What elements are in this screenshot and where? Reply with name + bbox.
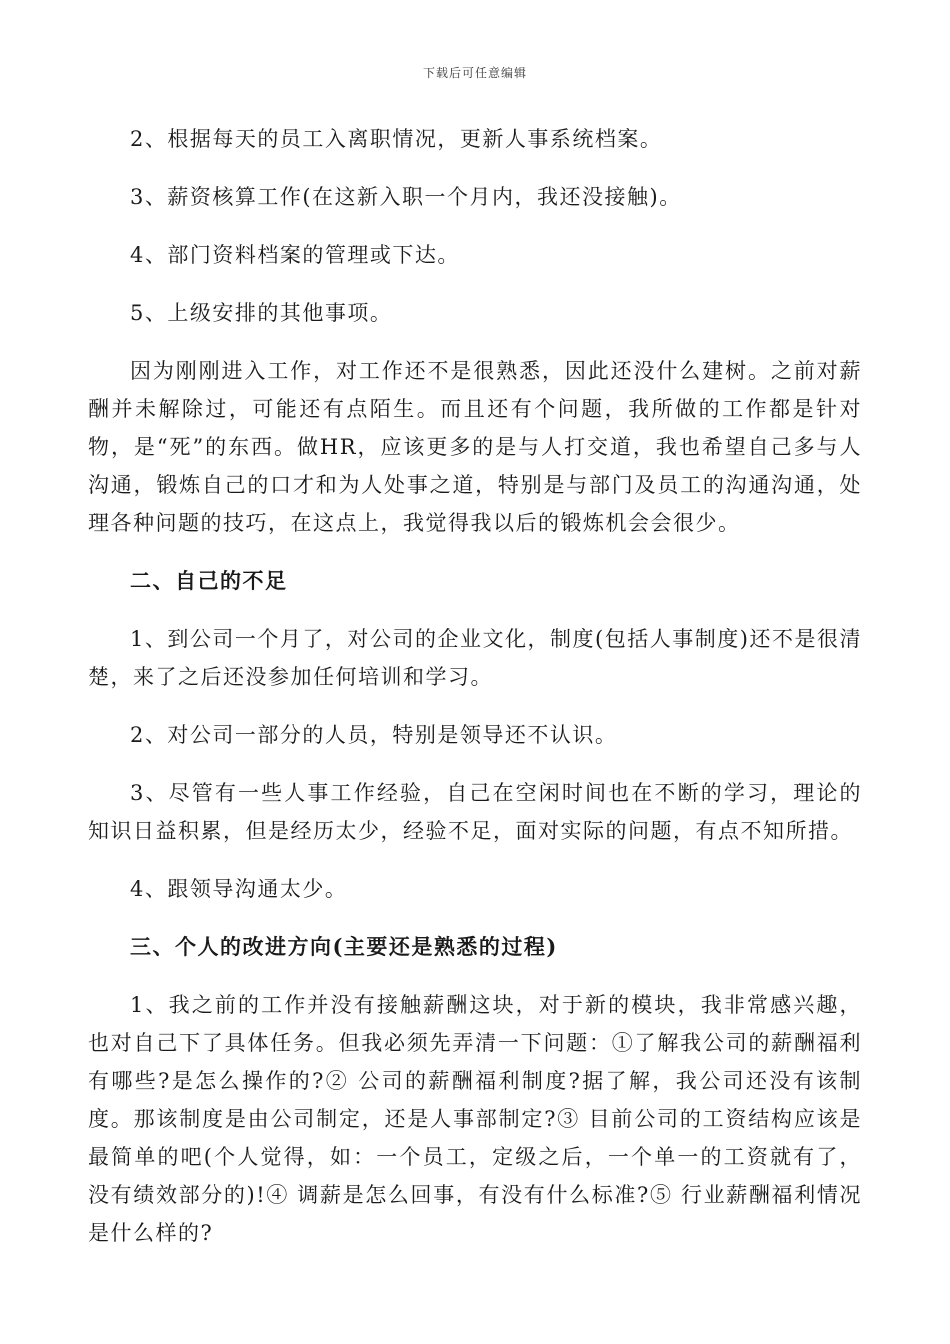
shortcoming-item-2: 2、对公司一部分的人员，特别是领导还不认识。	[130, 723, 618, 747]
section-heading-improvement: 三、个人的改进方向(主要还是熟悉的过程)	[130, 934, 558, 959]
paragraph-item-4: 4、部门资料档案的管理或下达。	[130, 243, 460, 267]
paragraph-item-2: 2、根据每天的员工入离职情况，更新人事系统档案。	[130, 127, 663, 151]
shortcoming-item-3: 3、尽管有一些人事工作经验，自己在空闲时间也在不断的学习，理论的知识日益积累，但是经历太少，经验不足，面对实际的问题，有点不知所措。	[88, 781, 862, 843]
shortcoming-item-4: 4、跟领导沟通太少。	[130, 877, 348, 901]
page-header-note: 下载后可任意编辑	[422, 66, 527, 80]
section-heading-shortcomings: 二、自己的不足	[130, 568, 288, 593]
shortcoming-item-1: 1、到公司一个月了，对公司的企业文化，制度(包括人事制度)还不是很清楚，来了之后还没参加任何培训和学习。	[88, 627, 862, 689]
paragraph-item-5: 5、上级安排的其他事项。	[130, 301, 393, 325]
document-body	[88, 120, 862, 1272]
paragraph-summary: 因为刚刚进入工作，对工作还不是很熟悉，因此还没什么建树。之前对薪酬并未解除过，可能还有点陌生。而且还有个问题，我所做的工作都是针对物，是“死”的东西。做HR，应该更多的是与人打交道，我也希望自己多与人沟通，锻炼自己的口才和为人处事之道，特别是与部门及员工的沟通沟通，处理各种问题的技巧，在这点上，我觉得我以后的锻炼机会会很少。	[88, 359, 862, 535]
improvement-item-1: 1、我之前的工作并没有接触薪酬这块，对于新的模块，我非常感兴趣，也对自己下了具体任务。但我必须先弄清一下问题：①了解我公司的薪酬福利有哪些?是怎么操作的?② 公司的薪酬福利制度?据了解，我公司还没有该制度。那该制度是由公司制定，还是人事部制定?③ 目前公司的工资结构应该是最简单的吧(个人觉得，如：一个员工，定级之后，一个单一的工资就有了，没有绩效部分的)!④ 调薪是怎么回事，有没有什么标准?⑤ 行业薪酬福利情况是什么样的?	[88, 993, 862, 1245]
paragraph-item-3: 3、薪资核算工作(在这新入职一个月内，我还没接触)。	[130, 185, 682, 209]
